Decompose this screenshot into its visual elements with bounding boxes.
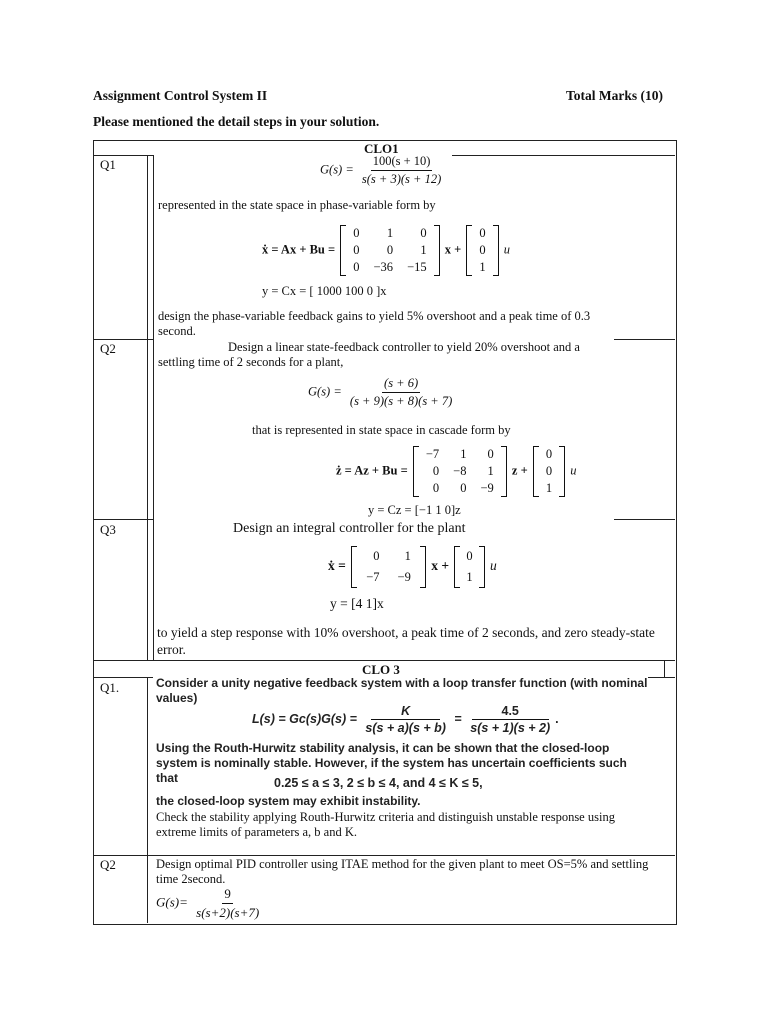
clo3-q1-ranges: 0.25 ≤ a ≤ 3, 2 ≤ b ≤ 4, and 4 ≤ K ≤ 5, bbox=[274, 776, 483, 790]
clo1-q3-output-equation: y = [4 1]x bbox=[330, 596, 384, 611]
frac2-denominator: s(s + 1)(s + 2) bbox=[470, 721, 551, 735]
input-u: u bbox=[490, 558, 497, 574]
loop-tf-lhs: L(s) = Gc(s)G(s) = bbox=[252, 711, 357, 726]
input-u: u bbox=[503, 242, 510, 257]
column-divider-inner bbox=[153, 155, 154, 660]
clo3-q1-routh-text: Using the Routh-Hurwitz stability analysis, it can be shown that the closed-loop system is nominally stable. However, if the system has uncertain coefficients such that bbox=[156, 741, 627, 785]
tf-lhs: G(s)= bbox=[156, 894, 188, 910]
tf-lhs: G(s) = bbox=[308, 384, 342, 399]
column-divider-clo3 bbox=[147, 677, 148, 923]
clo3-q2-text: Design optimal PID controller using ITAE method for the given plant to meet OS=5% and settling time 2second. bbox=[156, 857, 649, 886]
matrix-b: 0 1 bbox=[454, 546, 484, 588]
row-divider bbox=[452, 155, 675, 156]
row-divider bbox=[93, 519, 153, 520]
clo3-q1-loop-tf bbox=[252, 704, 559, 735]
state-eq-lhs: ẋ = bbox=[328, 558, 346, 574]
row-divider bbox=[93, 677, 153, 678]
state-eq-lhs: ż = Az + Bu = bbox=[336, 463, 408, 478]
clo1-q1-label: Q1 bbox=[100, 157, 116, 172]
clo1-q1-state-equation bbox=[262, 225, 510, 276]
clo3-q1-check: Check the stability applying Routh-Hurwitz criteria and distinguish unstable response using extreme limits of parameters a, b and K. bbox=[156, 810, 615, 839]
instruction-text: Please mentioned the detail steps in your solution. bbox=[93, 114, 380, 129]
column-divider bbox=[147, 155, 148, 660]
matrix-a: 0 1 0 0 0 1 0 −36 −15 bbox=[340, 225, 439, 276]
x-plus: x + bbox=[444, 242, 462, 257]
clo1-q2-transfer-function bbox=[308, 376, 457, 409]
row-divider bbox=[614, 339, 675, 340]
clo1-q3-state-equation bbox=[328, 546, 497, 588]
total-marks: Total Marks (10) bbox=[566, 88, 663, 103]
row-divider bbox=[93, 155, 153, 156]
clo3-q2-label: Q2 bbox=[100, 857, 116, 872]
state-eq-lhs: ẋ = Ax + Bu = bbox=[262, 242, 336, 257]
section-divider bbox=[93, 660, 675, 661]
tf-denominator: s(s + 3)(s + 12) bbox=[361, 172, 442, 186]
row-divider bbox=[648, 677, 675, 678]
clo3-q2-transfer-function bbox=[156, 886, 264, 921]
clo3-right-tick bbox=[664, 660, 665, 677]
clo3-q1-instability: the closed-loop system may exhibit instability. bbox=[156, 794, 421, 808]
matrix-a: −7 1 0 0 −8 1 0 0 −9 bbox=[413, 446, 507, 497]
row-divider bbox=[93, 339, 153, 340]
tf-numerator: 9 bbox=[222, 886, 233, 904]
clo1-q1-output-equation: y = Cx = [ 1000 100 0 ]x bbox=[262, 284, 387, 298]
tf-numerator: (s + 6) bbox=[382, 376, 420, 393]
z-plus: z + bbox=[511, 463, 528, 478]
assignment-title: Assignment Control System II bbox=[93, 88, 268, 103]
clo1-q3-intro: Design an integral controller for the plant bbox=[233, 521, 466, 536]
clo1-q1-task: design the phase-variable feedback gains to yield 5% overshoot and a peak time of 0.3 second. bbox=[158, 309, 591, 338]
clo1-q3-label: Q3 bbox=[100, 522, 116, 537]
section-clo3: CLO 3 bbox=[362, 662, 400, 677]
x-plus: x + bbox=[431, 558, 450, 574]
clo1-q2-output-equation: y = Cz = [−1 1 0]z bbox=[368, 503, 461, 517]
matrix-b: 0 0 1 bbox=[466, 225, 498, 276]
matrix-b: 0 0 1 bbox=[533, 446, 565, 497]
clo1-q1-intro: represented in the state space in phase-variable form by bbox=[158, 198, 436, 212]
clo3-q1-intro: Consider a unity negative feedback system with a loop transfer function (with nominal values) bbox=[156, 676, 648, 705]
section-clo1: CLO1 bbox=[364, 141, 399, 156]
frac2-numerator: 4.5 bbox=[472, 704, 549, 720]
clo1-q1-transfer-function bbox=[320, 154, 446, 187]
clo1-q2-label: Q2 bbox=[100, 341, 116, 356]
frac1-numerator: K bbox=[371, 704, 440, 720]
tf-denominator: s(s+2)(s+7) bbox=[196, 905, 260, 920]
tf-denominator: (s + 9)(s + 8)(s + 7) bbox=[349, 394, 453, 408]
clo1-q3-task: to yield a step response with 10% overshoot, a peak time of 2 seconds, and zero steady-state error. bbox=[157, 625, 655, 657]
period: . bbox=[555, 711, 559, 726]
tf-numerator: 100(s + 10) bbox=[371, 154, 433, 171]
input-u: u bbox=[570, 463, 577, 478]
matrix-a: 0 1 −7 −9 bbox=[351, 546, 426, 588]
frac1-denominator: s(s + a)(s + b) bbox=[365, 721, 446, 735]
clo1-q2-state-equation bbox=[336, 446, 576, 497]
clo1-q2-intro: Design a linear state-feedback controller to yield 20% overshoot and a settling time of 2 seconds for a plant, bbox=[158, 340, 580, 369]
row-divider bbox=[614, 519, 675, 520]
equals: = bbox=[454, 711, 462, 726]
tf-lhs: G(s) = bbox=[320, 162, 354, 177]
clo3-q1-label: Q1. bbox=[100, 680, 120, 695]
clo1-q2-cascade-text: that is represented in state space in cascade form by bbox=[252, 423, 511, 437]
row-divider bbox=[93, 855, 675, 856]
